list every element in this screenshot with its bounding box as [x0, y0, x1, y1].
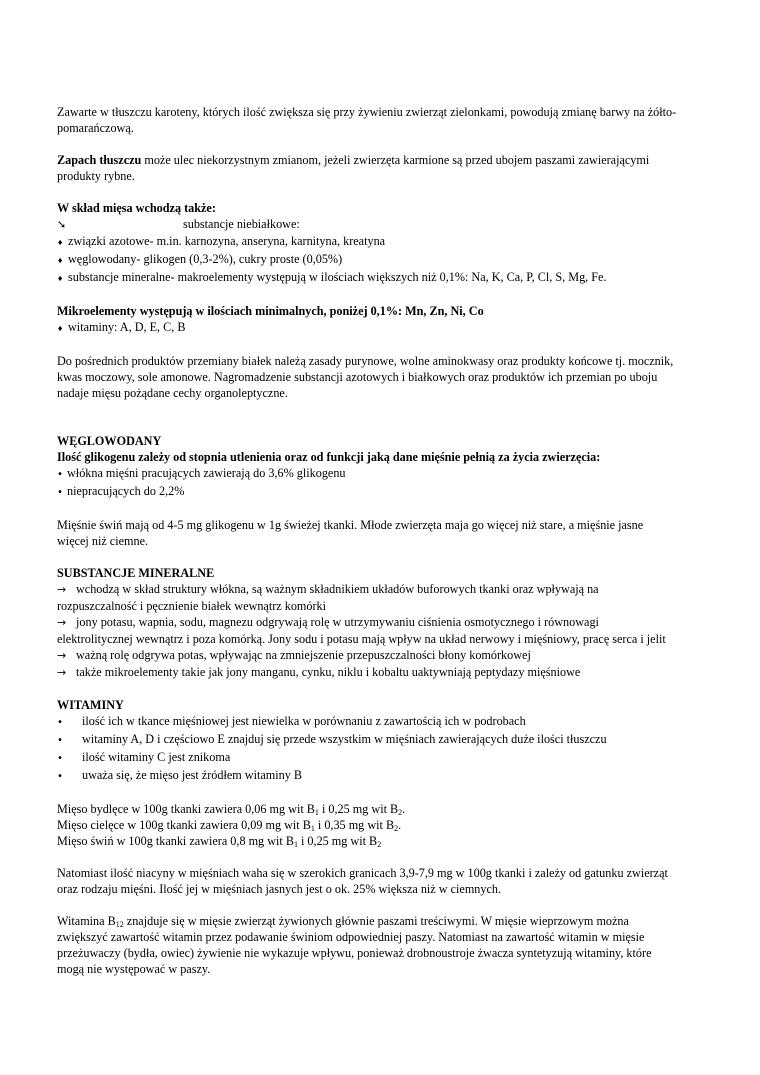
paragraph-b12: Witamina $B_{12}$ znajduje się w mięsie zwierząt żywionych głównie paszami treściwymi. W mięsie wieprzowym można zwiększyć zawartość witamin przez podawanie świniom odpowiedniej paszy. Natomiast na zawartość witamin w mięsie przeżuwaczy (bydła, owiec) żywienie nie wykazuje wpływu, ponieważ drobnoustroje żwacza syntetyzują witaminy, które mogą nie występować w paszy. — [57, 914, 652, 976]
list-item: • włókna mięśni pracujących zawierają do 3,6% glikogenu — [57, 465, 677, 483]
list-item: • uważa się, że mięso jest źródłem witaminy B — [57, 767, 677, 785]
zapach-text: może ulec niekorzystnym zmianom, jeżeli zwierzęta karmione są przed ubojem paszami zawierającymi produkty rybne. — [57, 153, 650, 183]
vitamin-b-swinie: Mięso świń w 100g tkanki zawiera 0,8 mg wit $B_1$ i 0,25 mg wit $B_2$ — [57, 834, 382, 849]
list-item: → także mikroelementy takie jak jony manganu, cynku, niklu i kobaltu uaktywniają peptydazy mięśniowe — [57, 665, 581, 679]
mineralne-heading: SUBSTANCJE MINERALNE — [57, 566, 215, 580]
vitamin-b-bydlo: Mięso bydlęce w 100g tkanki zawiera 0,06 mg wit $B_1$ i 0,25 mg wit $B_2$. — [57, 802, 406, 817]
list-item: ♦ substancje mineralne- makroelementy występują w ilościach większych niż 0,1%: Na, K, Ca, P, Cl, S, Mg, Fe. — [57, 269, 677, 287]
dot-bullet-icon: • — [57, 735, 63, 746]
list-item: ♦ związki azotowe- m.in. karnozyna, anseryna, karnityna, kreatyna — [57, 233, 677, 251]
sklad-arrow-text: substancje niebiałkowe: — [183, 217, 300, 231]
list-item: → wchodzą w skład struktury włókna, są ważnym składnikiem układów buforowych tkanki oraz wpływają na rozpuszczalność i pęcznienie białek wewnątrz komórki — [57, 582, 599, 613]
dot-bullet-icon: • — [57, 753, 63, 764]
zapach-bold-label: Zapach tłuszczu — [57, 153, 142, 167]
list-item: ♦ witaminy: A, D, E, C, B — [57, 319, 677, 337]
diamond-bullet-icon: ♦ — [57, 325, 64, 333]
arrow-right-icon: → — [57, 666, 67, 679]
diamond-bullet-icon: ♦ — [57, 239, 64, 247]
list-item: → ważną rolę odgrywa potas, wpływając na zmniejszenie przepuszczalności błony komórkowej — [57, 648, 531, 662]
sklad-arrow-line — [57, 216, 677, 233]
list-item: • witaminy A, D i częściowo E znajduj się przede wszystkim w mięśniach zawierających duże ilości tłuszczu — [57, 731, 677, 749]
dot-bullet-icon: • — [57, 469, 63, 480]
list-item: • ilość witaminy C jest znikoma — [57, 749, 677, 767]
list-item: → jony potasu, wapnia, sodu, magnezu odgrywają rolę w utrzymywaniu ciśnienia osmotycznego i równowagi elektrolitycznej wewnątrz i poza komórką. Jony sodu i potasu mają wpływ na układ nerwowy i mięśniowy, pracę serca i jelit — [57, 615, 666, 646]
diamond-bullet-icon: ♦ — [57, 275, 64, 283]
dot-bullet-icon: • — [57, 717, 63, 728]
list-item: • niepracujących do 2,2% — [57, 483, 677, 501]
paragraph-glikogen: Mięśnie świń mają od 4-5 mg glikogenu w 1g świeżej tkanki. Młode zwierzęta maja go więcej niż stare, a mięśnie jasne więcej niż ciemne. — [57, 518, 644, 548]
document-page — [57, 104, 677, 977]
sklad-heading: W skład mięsa wchodzą także: — [57, 201, 216, 215]
witaminy-heading: WITAMINY — [57, 698, 124, 712]
list-item: ♦ węglowodany- glikogen (0,3-2%), cukry proste (0,05%) — [57, 251, 677, 269]
vitamin-b-ciele: Mięso cielęce w 100g tkanki zawiera 0,09 mg wit $B_1$ i 0,35 mg wit $B_2$. — [57, 818, 402, 833]
arrow-right-icon: → — [57, 583, 67, 596]
paragraph-zapach — [57, 152, 677, 184]
diagonal-arrow-icon: ➘ — [57, 218, 67, 231]
dot-bullet-icon: • — [57, 771, 63, 782]
list-item: • ilość ich w tkance mięśniowej jest niewielka w porównaniu z zawartością ich w podrobach — [57, 713, 677, 731]
arrow-right-icon: → — [57, 616, 67, 629]
weglowodany-subheading: Ilość glikogenu zależy od stopnia utlenienia oraz od funkcji jaką dane mięśnie pełnią za życia zwierzęcia: — [57, 450, 601, 464]
diamond-bullet-icon: ♦ — [57, 257, 64, 265]
paragraph-karoteny: Zawarte w tłuszczu karoteny, których ilość zwiększa się przy żywieniu zwierząt zielonkami, powodują zmianę barwy na żółto-pomarańczową. — [57, 105, 677, 135]
mikro-heading: Mikroelementy występują w ilościach minimalnych, poniżej 0,1%: Mn, Zn, Ni, Co — [57, 304, 484, 318]
paragraph-posrednie: Do pośrednich produktów przemiany białek należą zasady purynowe, wolne aminokwasy oraz produkty końcowe tj. mocznik, kwas moczowy, sole amonowe. Nagromadzenie substancji azotowych i białkowych oraz produktów ich przemian po uboju nadaje mięsu pożądane cechy organoleptyczne. — [57, 354, 674, 400]
dot-bullet-icon: • — [57, 487, 63, 498]
weglowodany-heading: WĘGLOWODANY — [57, 434, 162, 448]
arrow-right-icon: → — [57, 649, 67, 662]
paragraph-niacyna: Natomiast ilość niacyny w mięśniach waha się w szerokich granicach 3,9-7,9 mg w 100g tkanki i zależy od gatunku zwierząt oraz rodzaju mięśni. Ilość jej w mięśniach jasnych jest o ok. 25% większa niż w ciemnych. — [57, 866, 668, 896]
